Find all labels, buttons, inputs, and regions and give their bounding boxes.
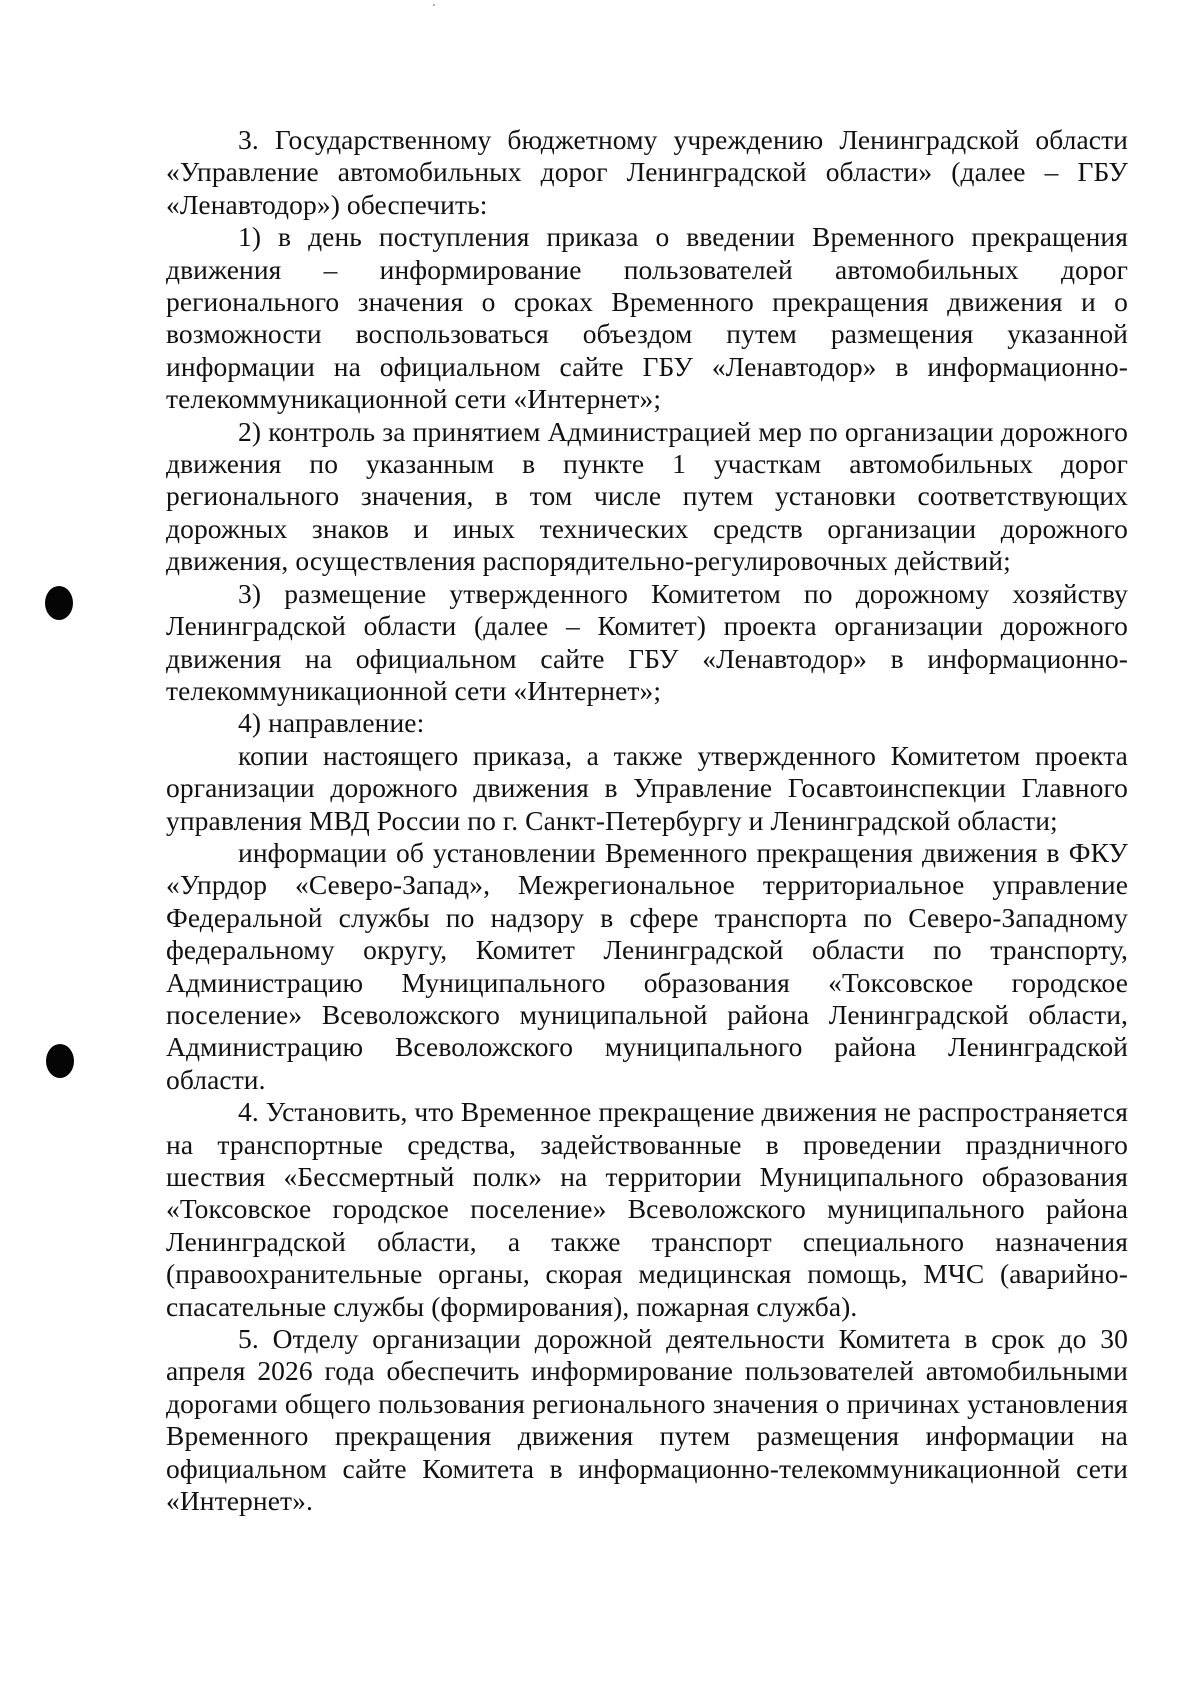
punch-hole-bottom — [46, 1044, 74, 1078]
paragraph-subitem-2: 2) контроль за принятием Администрацией мер по организации дорожного движения по указанным в пункте 1 участкам автомобильных дорог регионального значения, в том числе путем установки соответствующих дорожных знаков и иных технических средств организации дорожного движения, осуществления распорядительно-регулировочных действий; — [166, 415, 1128, 577]
paragraph-information: информации об установлении Временного прекращения движения в ФКУ «Упрдор «Северо-Запад», Межрегиональное территориальное управление Федеральной службы по надзору в сфере транспорта по Северо-Западному федеральному округу, Комитет Ленинградской области по транспорту, Администрацию Муниципального образования «Токсовское городское поселение» Всеволожского муниципальной района Ленинградской области, Администрацию Всеволожского муниципального района Ленинградской области. — [166, 836, 1128, 1095]
paragraph-subitem-1: 1) в день поступления приказа о введении Временного прекращения движения – информирование пользователей автомобильных дорог регионального значения о сроках Временного прекращения движения и о возможности воспользоваться объездом путем размещения указанной информации на официальном сайте ГБУ «Ленавтодор» в информационно-телекоммуникационной сети «Интернет»; — [166, 221, 1128, 415]
punch-hole-top — [45, 586, 73, 620]
paragraph-subitem-3: 3) размещение утвержденного Комитетом по дорожному хозяйству Ленинградской области (далее – Комитет) проекта организации дорожного движения на официальном сайте ГБУ «Ленавтодор» в информационно-телекоммуникационной сети «Интернет»; — [166, 577, 1128, 706]
paragraph-item-4: 4. Установить, что Временное прекращение движения не распространяется на транспортные средства, задействованные в проведении праздничного шествия «Бессмертный полк» на территории Муниципального образования «Токсовское городское поселение» Всеволожского муниципального района Ленинградской области, а также транспорт специального назначения (правоохранительные органы, скорая медицинская помощь, МЧС (аварийно-спасательные службы (формирования), пожарная служба). — [166, 1096, 1128, 1322]
scan-speck — [433, 4, 435, 6]
document-body — [166, 124, 1128, 1517]
paragraph-copies: копии настоящего приказа, а также утвержденного Комитетом проекта организации дорожного движения в Управление Госавтоинспекции Главного управления МВД России по г. Санкт-Петербургу и Ленинградской области; — [166, 739, 1128, 836]
paragraph-item-5: 5. Отделу организации дорожной деятельности Комитета в срок до 30 апреля 2026 года обеспечить информирование пользователей автомобильными дорогами общего пользования регионального значения о причинах установления Временного прекращения движения путем размещения информации на официальном сайте Комитета в информационно-телекоммуникационной сети «Интернет». — [166, 1323, 1128, 1517]
paragraph-subitem-4: 4) направление: — [238, 707, 425, 739]
paragraph-item-3: 3. Государственному бюджетному учреждению Ленинградской области «Управление автомобильных дорог Ленинградской области» (далее – ГБУ «Ленавтодор») обеспечить: — [166, 124, 1128, 220]
